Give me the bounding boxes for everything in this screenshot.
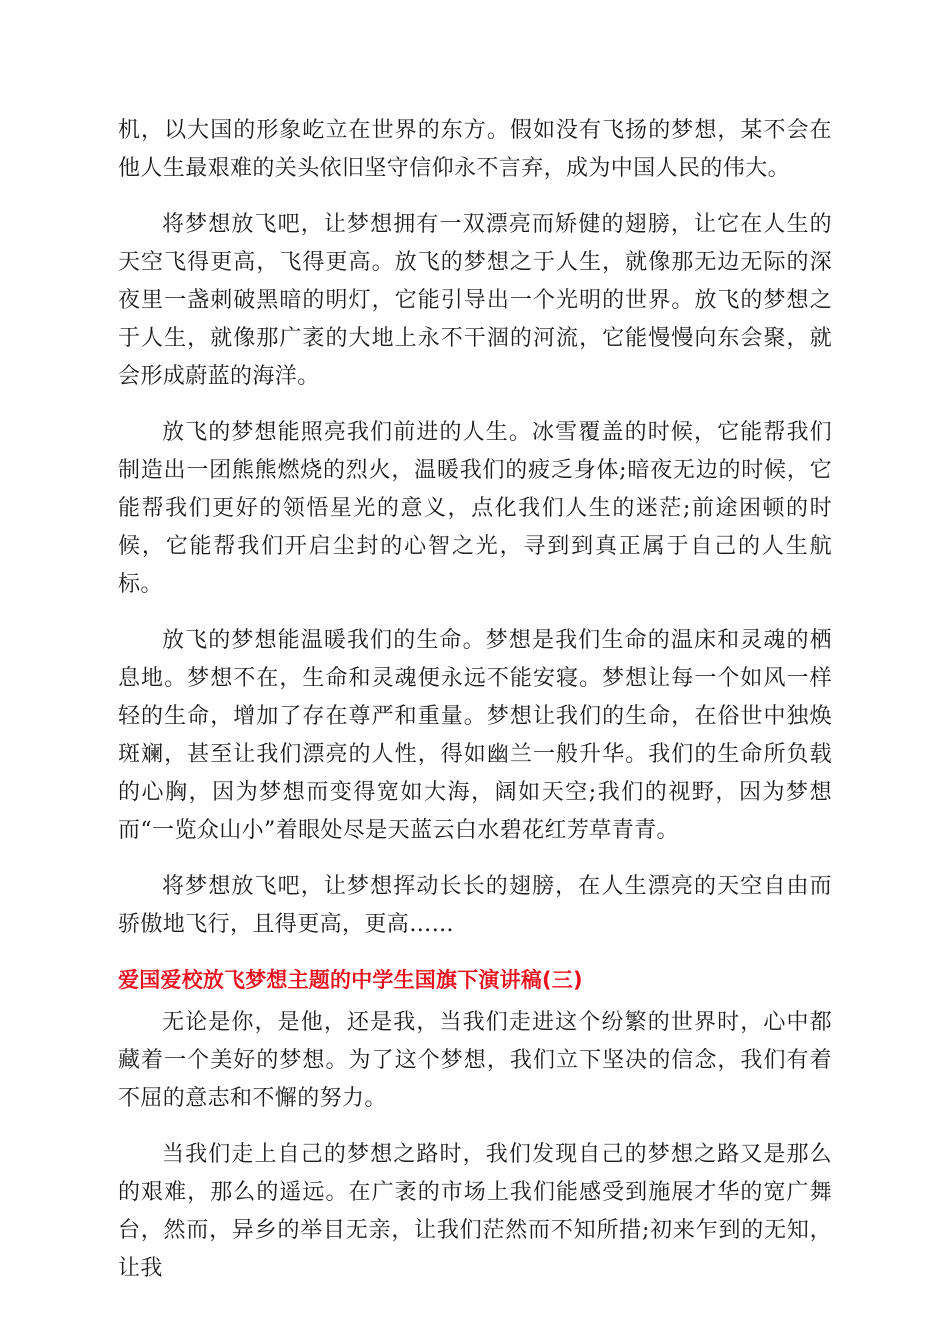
paragraph: 放飞的梦想能照亮我们前进的人生。冰雪覆盖的时候，它能帮我们制造出一团熊熊燃烧的烈火，温暖我们的疲乏身体;暗夜无边的时候，它能帮我们更好的领悟星光的意义，点化我们人生的迷茫;前途困顿的时候，它能帮我们开启尘封的心智之光，寻到到真正属于自己的人生航标。 — [118, 420, 832, 597]
paragraph: 将梦想放飞吧，让梦想拥有一双漂亮而矫健的翅膀，让它在人生的天空飞得更高，飞得更高。放飞的梦想之于人生，就像那无边无际的深夜里一盏刺破黑暗的明灯，它能引导出一个光明的世界。放飞的梦想之于人生，就像那广袤的大地上永不干涸的河流，它能慢慢向东会聚，就会形成蔚蓝的海洋。 — [118, 212, 832, 389]
section-heading: 爱国爱校放飞梦想主题的中学生国旗下演讲稿(三) — [118, 968, 583, 992]
paragraph: 放飞的梦想能温暖我们的生命。梦想是我们生命的温床和灵魂的栖息地。梦想不在，生命和灵魂便永远不能安寝。梦想让每一个如风一样轻的生命，增加了存在尊严和重量。梦想让我们的生命，在俗世中独焕斑斓，甚至让我们漂亮的人性，得如幽兰一般升华。我们的生命所负载的心胸，因为梦想而变得宽如大海，阔如天空;我们的视野，因为梦想而“一览众山小”着眼处尽是天蓝云白水碧花红芳草青青。 — [118, 628, 832, 843]
paragraph-continued: 机，以大国的形象屹立在世界的东方。假如没有飞扬的梦想，某不会在他人生最艰难的关头依旧坚守信仰永不言弃，成为中国人民的伟大。 — [118, 118, 832, 181]
paragraph: 无论是你，是他，还是我，当我们走进这个纷繁的世界时，心中都藏着一个美好的梦想。为了这个梦想，我们立下坚决的信念，我们有着不屈的意志和不懈的努力。 — [118, 1010, 832, 1111]
paragraph: 将梦想放飞吧，让梦想挥动长长的翅膀，在人生漂亮的天空自由而骄傲地飞行，且得更高，更高…… — [118, 874, 832, 937]
paragraph: 当我们走上自己的梦想之路时，我们发现自己的梦想之路又是那么的艰难，那么的遥远。在广袤的市场上我们能感受到施展才华的宽广舞台，然而，异乡的举目无亲，让我们茫然而不知所措;初来乍到的无知，让我 — [118, 1142, 832, 1281]
